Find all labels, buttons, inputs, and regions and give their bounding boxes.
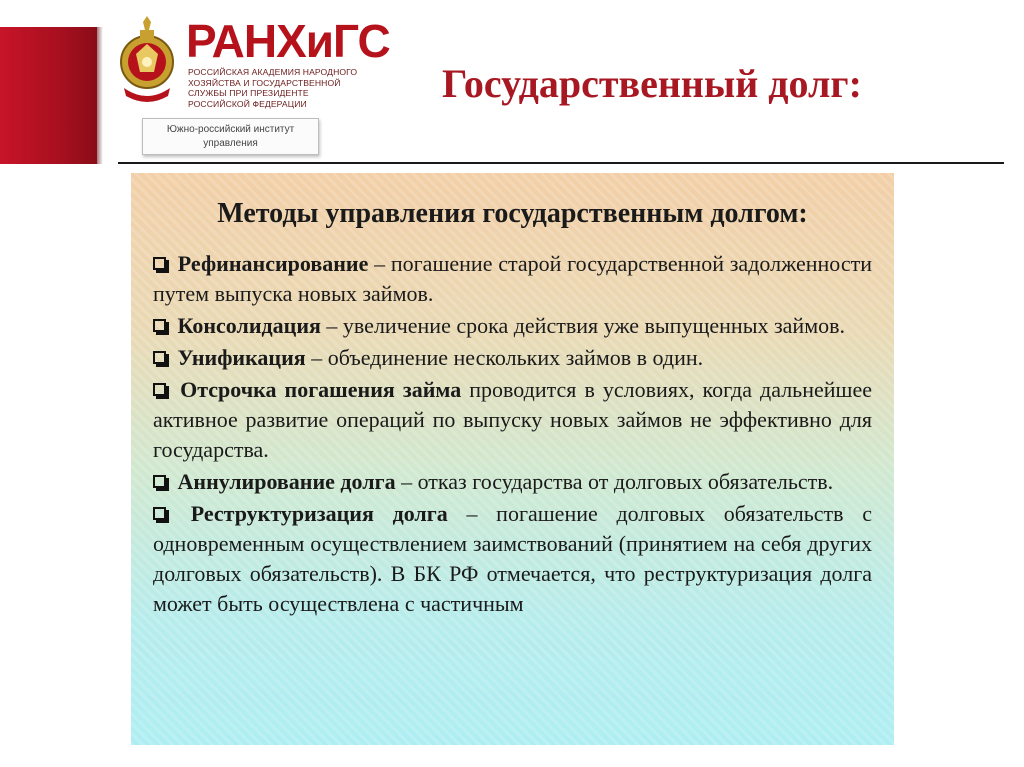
- checkbox-bullet-icon: [153, 319, 166, 332]
- method-text: – погашение старой государственной задолженности путем выпуска новых займов.: [153, 251, 873, 306]
- method-text: – отказ государства от долговых обязательств.: [395, 469, 834, 494]
- method-text: – погашение долговых обязательств с одновременным осуществлением заимствований (принятием на себя других долговых обязательств). В БК РФ отмечается, что реструктуризация долга может быть осуществлена с частичным: [153, 501, 872, 616]
- checkbox-bullet-icon: [153, 475, 166, 488]
- checkbox-bullet-icon: [153, 383, 166, 396]
- logo-title: РАНХиГС: [186, 15, 390, 67]
- method-item: [153, 343, 872, 373]
- method-term: Аннулирование долга: [177, 469, 396, 494]
- method-text: – увеличение срока действия уже выпущенных займов.: [320, 313, 846, 338]
- page-title: Государственный долг:: [442, 61, 862, 106]
- checkbox-bullet-icon: [153, 257, 166, 270]
- method-text: проводится в условиях, когда дальнейшее активное развитие операций по выпуску новых займов не эффективно для государства.: [153, 377, 872, 462]
- header-divider: [118, 162, 1004, 164]
- institute-label: Южно-российский институт управления: [142, 118, 319, 155]
- emblem-icon: [118, 14, 176, 106]
- method-item: [153, 249, 872, 309]
- methods-panel: [131, 173, 894, 745]
- method-item: [153, 467, 872, 497]
- method-term: Реструктуризация долга: [190, 501, 448, 526]
- method-term: Консолидация: [177, 313, 321, 338]
- method-text: – объединение нескольких займов в один.: [305, 345, 704, 370]
- checkbox-bullet-icon: [153, 507, 166, 520]
- method-term: Унификация: [177, 345, 306, 370]
- method-item: [153, 499, 872, 619]
- checkbox-bullet-icon: [153, 351, 166, 364]
- logo-subtitle: РОССИЙСКАЯ АКАДЕМИЯ НАРОДНОГО ХОЗЯЙСТВА И ГОСУДАРСТВЕННОЙ СЛУЖБЫ ПРИ ПРЕЗИДЕНТЕ РОССИЙСКОЙ ФЕДЕРАЦИИ: [188, 67, 358, 109]
- method-item: [153, 311, 872, 341]
- method-item: [153, 375, 872, 465]
- method-term: Рефинансирование: [177, 251, 369, 276]
- methods-heading: Методы управления государственным долгом:: [217, 198, 808, 229]
- method-term: Отсрочка погашения займа: [180, 377, 462, 402]
- brand-color-bar: [0, 27, 97, 164]
